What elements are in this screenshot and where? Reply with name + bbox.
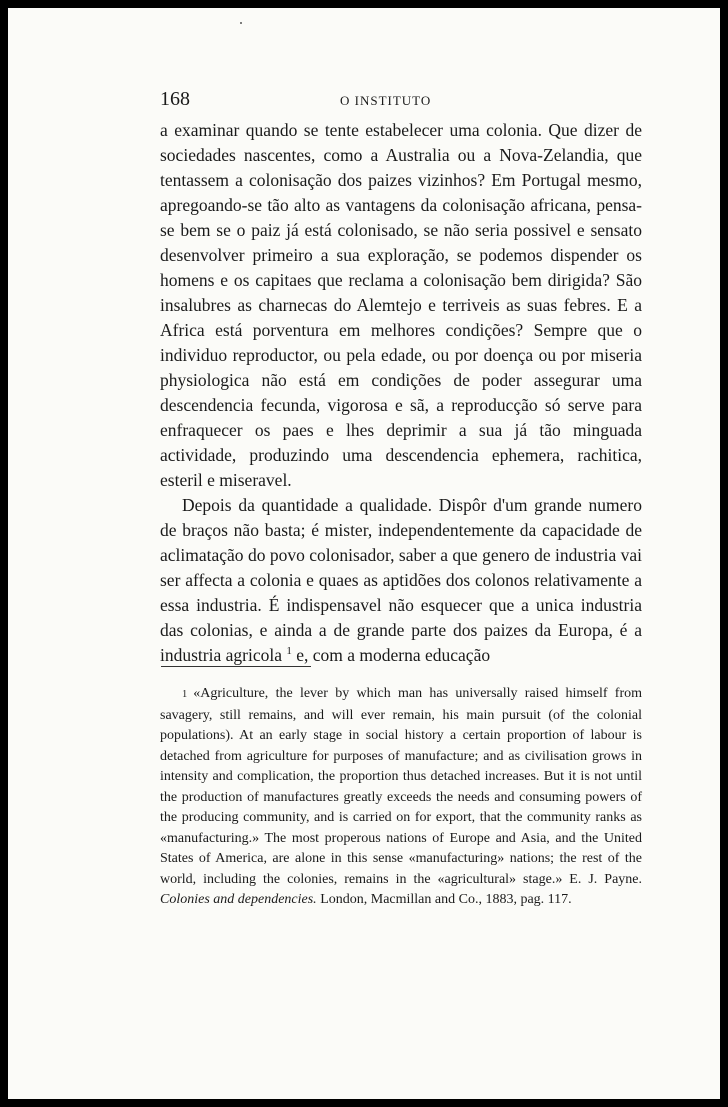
footnote [160, 684, 642, 911]
paragraph-2-continuation: e, com a moderna educação [291, 645, 491, 665]
paragraph-1: a examinar quando se tente estabelecer uma colonia. Que dizer de sociedades nascentes, como a Australia ou a Nova-Zelandia, que tentassem a colonisação dos paizes vizinhos? Em Portugal mesmo, apregoando-se tão alto as vantagens da colonisação africana, pensa-se bem se o paiz já está colonisado, se não seria possivel e sensato desenvolver primeiro a sua exploração, se podemos dispender os homens e os capitaes que reclama a colonisação bem dirigida? São insalubres as charnecas do Alemtejo e terriveis as suas febres. E a Africa está porventura em melhores condições? Sempre que o individuo reproductor, ou pela edade, ou por doença ou por miseria physiologica não está em condições de poder assegurar uma descendencia fecunda, vigorosa e sã, a reproducção só serve para enfraquecer os paes e lhes deprimir a sua já tão minguada actividade, produzindo uma descendencia ephemera, rachitica, esteril e miseravel. [160, 120, 642, 490]
running-title: O INSTITUTO [340, 93, 432, 108]
paragraph-2-text: Depois da quantidade a qualidade. Dispôr d'um grande numero de braços não basta; é mister, independentemente da capacidade de aclimatação do povo colonisador, saber a que genero de industria vai ser affecta a colonia e quaes as aptidões dos colonos relativamente a essa industria. É indispensavel não esquecer que a unica industria das colonias, e ainda a de grande parte dos paizes da Europa, é a industria agricola [160, 495, 642, 665]
book-page [8, 8, 720, 1099]
footnote-separator [161, 666, 311, 667]
footnote-reference: 1 [286, 645, 292, 658]
footnote-citation: London, Macmillan and Co., 1883, pag. 117. [316, 892, 572, 907]
footnote-text: «Agriculture, the lever by which man has universally raised himself from savagery, still remains, and will ever remain, his main pursuit (of the colonial populations). At an early stage in social history a certain proportion of labour is detached from agriculture for purposes of manufacture; and as civilisation grows in intensity and complication, the proportion thus detached increases. But it is not until the production of manufactures greatly exceeds the needs and consuming powers of the producing community, and is carried on for export, that the community ranks as «manufacturing.» The most properous nations of Europe and Asia, and the United States of America, are alone in this sense «manufacturing» nations; the rest of the world, including the colonies, remains in the «agricultural» stage.» E. J. Payne. [160, 686, 642, 887]
footnote-paragraph [160, 684, 642, 911]
paragraph-2 [160, 493, 642, 668]
paper-speck [240, 22, 242, 24]
footnote-citation-title: Colonies and dependencies. [160, 892, 317, 907]
footnote-number: 1 [182, 689, 188, 700]
page-header [160, 88, 642, 112]
main-text [160, 118, 642, 668]
page-number: 168 [160, 88, 190, 110]
